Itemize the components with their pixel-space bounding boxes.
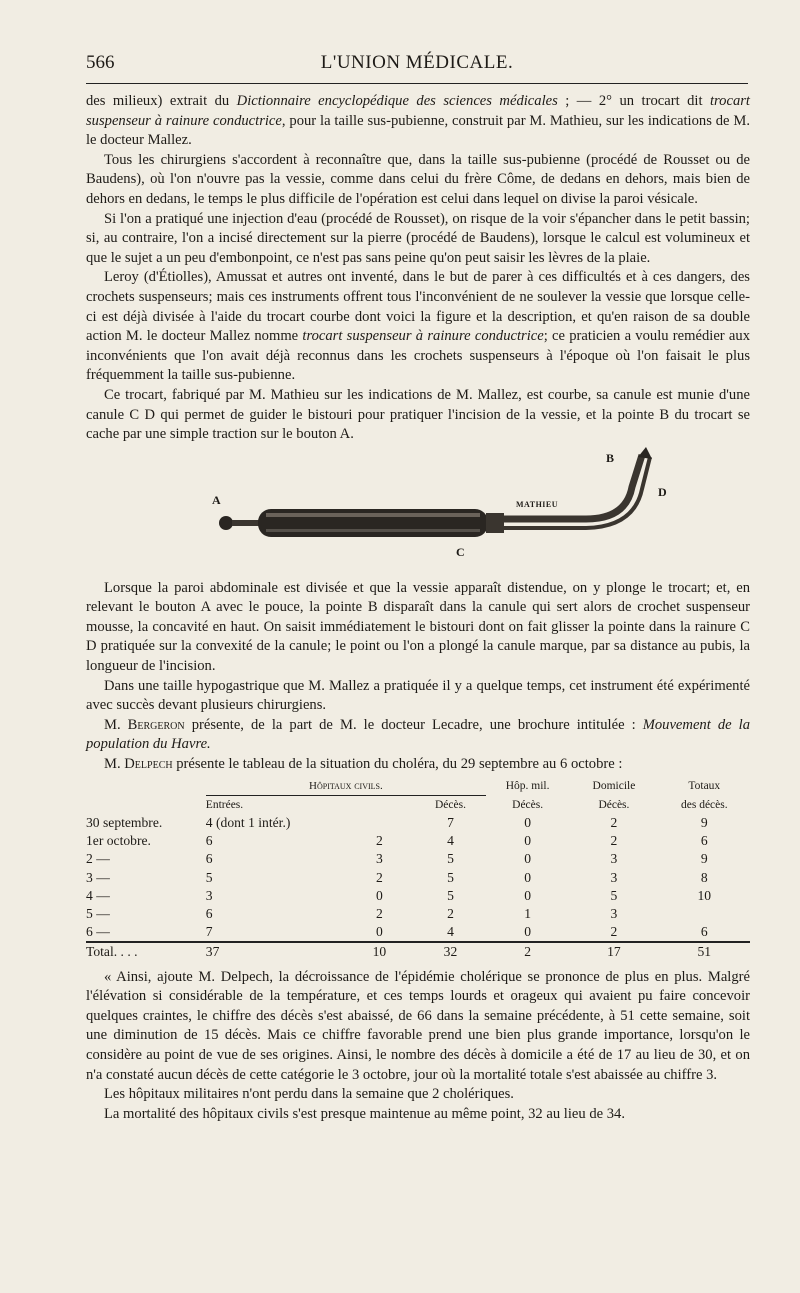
button-a-shape [219, 516, 233, 530]
cholera-table [86, 777, 750, 962]
label-c: C [456, 544, 465, 559]
dictionary-title: Dictionnaire encyclopédique des sciences médicales [236, 93, 558, 109]
running-title: L'UNION MÉDICALE. [320, 52, 514, 73]
table-row: 2 — 6 3 5 0 3 9 [86, 851, 708, 867]
totals-deaths-header: des décès. [680, 798, 728, 811]
total-row: Total. . . . 37 10 32 2 17 51 [86, 942, 750, 961]
table-row: 4 — 3 0 5 0 5 10 [86, 887, 712, 903]
trocar-illustration [86, 447, 750, 575]
domicile-header: Domicile [592, 779, 636, 792]
trocar-figure [86, 447, 750, 575]
paragraph-3: Si l'on a pratiqué une injection d'eau (procédé de Rousset), on risque de la voir s'épancher dans le petit bassin; si, au contraire, l'on a incisé directement sur la pierre (procédé de Baudens), lorsque le calcul est volumineux et que le sujet a un peu d'embonpoint, ce n'est pas sans peine qu'on peut saisir les lèvres de la plaie. [86, 210, 750, 266]
table-row: 3 — 5 2 5 0 3 8 [86, 869, 708, 885]
military-header: Hôp. mil. [505, 779, 550, 792]
paragraph-9: M. Delpech présente le tableau de la situation du choléra, du 29 septembre au 6 octobre : [104, 756, 623, 773]
paragraph-12: La mortalité des hôpitaux civils s'est presque maintenue au même point, 32 au lieu de 34. [104, 1105, 625, 1122]
trocar-name: trocart suspenseur à rainure conductrice [86, 93, 750, 129]
deaths-header: Décès. [434, 798, 466, 811]
paragraph-2: Tous les chirurgiens s'accordent à reconnaître que, dans la taille sus-pubienne (procédé de Rousset ou de Baudens), où l'on n'ouvre pas la vessie, comme dans celui du frère Côme, de dedans en dehors, mais bien de dehors en dedans, le temps le plus difficile de l'opération est celui dans lequel on divise la paroi vésicale. [86, 151, 750, 207]
label-d: D [658, 484, 667, 499]
civil-hospitals-header: Hôpitaux civils. [206, 777, 486, 796]
paragraph-10: « Ainsi, ajoute M. Delpech, la décroissance de l'épidémie cholérique se prononce de plus en plus. Malgré l'élévation si considérable de la température, et ces temps lourds et orageux qui avaient pu faire concevoir quelques craintes, le chiffre des décès s'est abaissé, de 66 dans la semaine précédente, à 51 cette semaine, soit une diminution de 15 décès. Mais ce chiffre favorable prend une bien plus grande importance, lorsqu'on le considère au point de vue de ses origines. Ainsi, le nombre des décès à domicile a été de 17 au lieu de 30, et on n'a constaté aucun décès de cette catégorie le 3 octobre, jour où la mortalité totale s'est abaissée au chiffre 3. [86, 968, 750, 1083]
paragraph-7: Dans une taille hypogastrique que M. Mallez a pratiquée il y a quelque temps, cet instrument été expérimenté avec succès devant plusieurs chirurgiens. [86, 677, 750, 714]
label-a: A [212, 492, 221, 507]
table-row: 30 septembre. 4 (dont 1 intér.) 7 0 2 9 [86, 815, 708, 831]
paragraph-4: Leroy (d'Étiolles), Amussat et autres ont inventé, dans le but de parer à ces difficultés et à ces dangers, des crochets suspenseurs; mais ces instruments offrent tous l'inconvénient de ne soulever la vessie que lorsque celle-ci est déjà divisée à l'aide du trocart courbe dont voici la figure et la description, et qu'en raison de sa double action M. le docteur Mallez nomme trocart suspenseur à rainure conductrice; ce praticien a voulu remédier aux inconvénients que l'on avait déjà reconnus dans les crochets suspenseurs à l'époque où l'on faisait le plus fréquemment la taille sus-pubienne. [86, 269, 750, 384]
paragraph-11: Les hôpitaux militaires n'ont perdu dans la semaine que 2 cholériques. [104, 1086, 514, 1103]
paragraph-6: Lorsque la paroi abdominale est divisée et que la vessie apparaît distendue, on y plonge le trocart; et, en relevant le bouton A avec le pouce, la pointe B disparaît dans la canule qui sert alors de crochet suspenseur mousse, la concavité en haut. On saisit immédiatement le bistouri dont on fait glisser la pointe dans la rainure C D pratiquée sur la convexité de la canule; le point ou l'on a plongé la canule marque, par sa distance au pubis, la longueur de l'incision. [86, 579, 750, 675]
brochure-title: Mouvement de la population du Havre. [86, 716, 750, 753]
paragraph-1: des milieux) extrait du Dictionnaire encyclopédique des sciences médicales ; — 2° un trocart dit trocart suspenseur à rainure conductrice, pour la taille sus-pubienne, construit par M. Mathieu, sur les indications de M. le docteur Mallez. [86, 93, 750, 149]
military-deaths-header: Décès. [512, 798, 544, 811]
domicile-deaths-header: Décès. [598, 798, 630, 811]
page-header [86, 50, 748, 84]
header-rule [86, 83, 748, 84]
paragraph-8: M. Bergeron présente, de la part de M. le docteur Lecadre, une brochure intitulée : Mouvement de la population du Havre. [86, 716, 750, 753]
table-row: 6 — 7 0 4 0 2 6 [86, 924, 708, 940]
table-row: 5 — 6 2 2 1 3 [86, 906, 618, 922]
point-b-shape [638, 447, 652, 459]
label-b: B [606, 450, 615, 465]
bergeron-name: M. Bergeron [104, 716, 185, 733]
maker-mark: MATHIEU [516, 499, 559, 509]
totals-header: Totaux [688, 779, 721, 792]
article-body [86, 92, 750, 1124]
page-number: 566 [86, 52, 115, 73]
table-row: 1er octobre. 6 2 4 0 2 6 [86, 833, 708, 849]
paragraph-5: Ce trocart, fabriqué par M. Mathieu sur les indications de M. Mallez, est courbe, sa canule est munie d'une canule C D qui permet de guider le bistouri pour pratiquer l'incision de la vessie, et la pointe B du trocart se cache par une simple traction sur le bouton A. [86, 386, 750, 443]
delpech-name: M. Delpech [104, 756, 173, 773]
entries-header: Entrées. [205, 798, 244, 811]
trocar-name-2: trocart suspenseur à rainure conductrice [302, 328, 544, 345]
